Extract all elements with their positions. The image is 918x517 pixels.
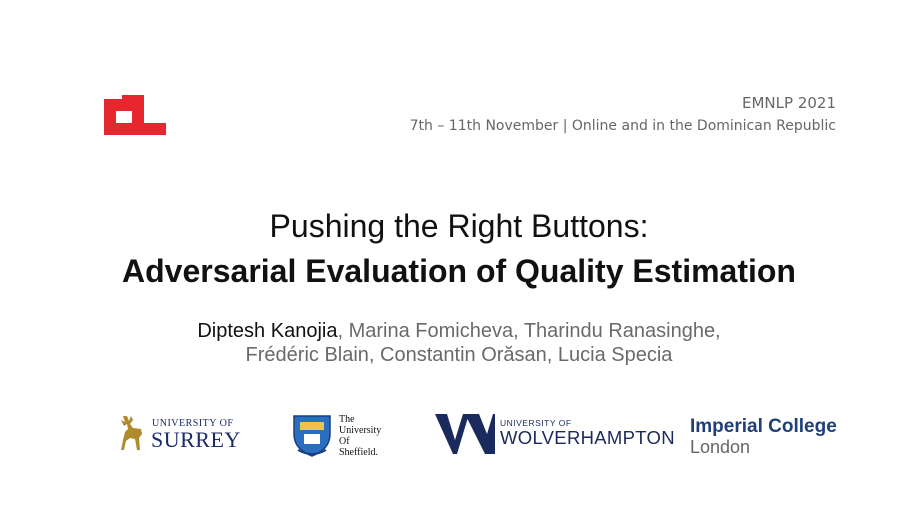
title-line-1: Pushing the Right Buttons: bbox=[269, 208, 649, 244]
first-author: Diptesh Kanojia bbox=[197, 320, 338, 342]
sheffield-line: Of bbox=[339, 436, 350, 447]
authors-line-1 bbox=[0, 320, 918, 343]
sheffield-line: Sheffield. bbox=[339, 447, 378, 458]
surrey-line-1: UNIVERSITY OF bbox=[152, 418, 234, 429]
emnlp-logo-icon bbox=[104, 95, 166, 135]
wolverhampton-line-2: WOLVERHAMPTON bbox=[500, 427, 675, 448]
sheffield-line: University bbox=[339, 425, 382, 436]
authors-line-2: Frédéric Blain, Constantin Orăsan, Lucia Specia bbox=[245, 344, 673, 366]
imperial-line-2: London bbox=[690, 437, 751, 457]
university-of-sheffield-text bbox=[339, 414, 381, 458]
surrey-line-2: SURREY bbox=[151, 427, 241, 452]
title-line-2: Adversarial Evaluation of Quality Estimation bbox=[122, 253, 796, 289]
stag-icon bbox=[115, 414, 145, 452]
conference-name: EMNLP 2021 bbox=[742, 94, 836, 112]
wolverhampton-mark-icon bbox=[435, 410, 495, 458]
imperial-line-1: Imperial College bbox=[690, 416, 837, 437]
sheffield-line: The bbox=[339, 414, 355, 425]
sheffield-crest-icon bbox=[290, 412, 334, 458]
co-authors-line-1: , Marina Fomicheva, Tharindu Ranasinghe, bbox=[337, 320, 721, 342]
university-of-surrey-logo bbox=[115, 410, 250, 458]
conference-dates: 7th – 11th November | Online and in the Dominican Republic bbox=[409, 118, 836, 134]
wolverhampton-line-1: UNIVERSITY OF bbox=[500, 418, 572, 428]
